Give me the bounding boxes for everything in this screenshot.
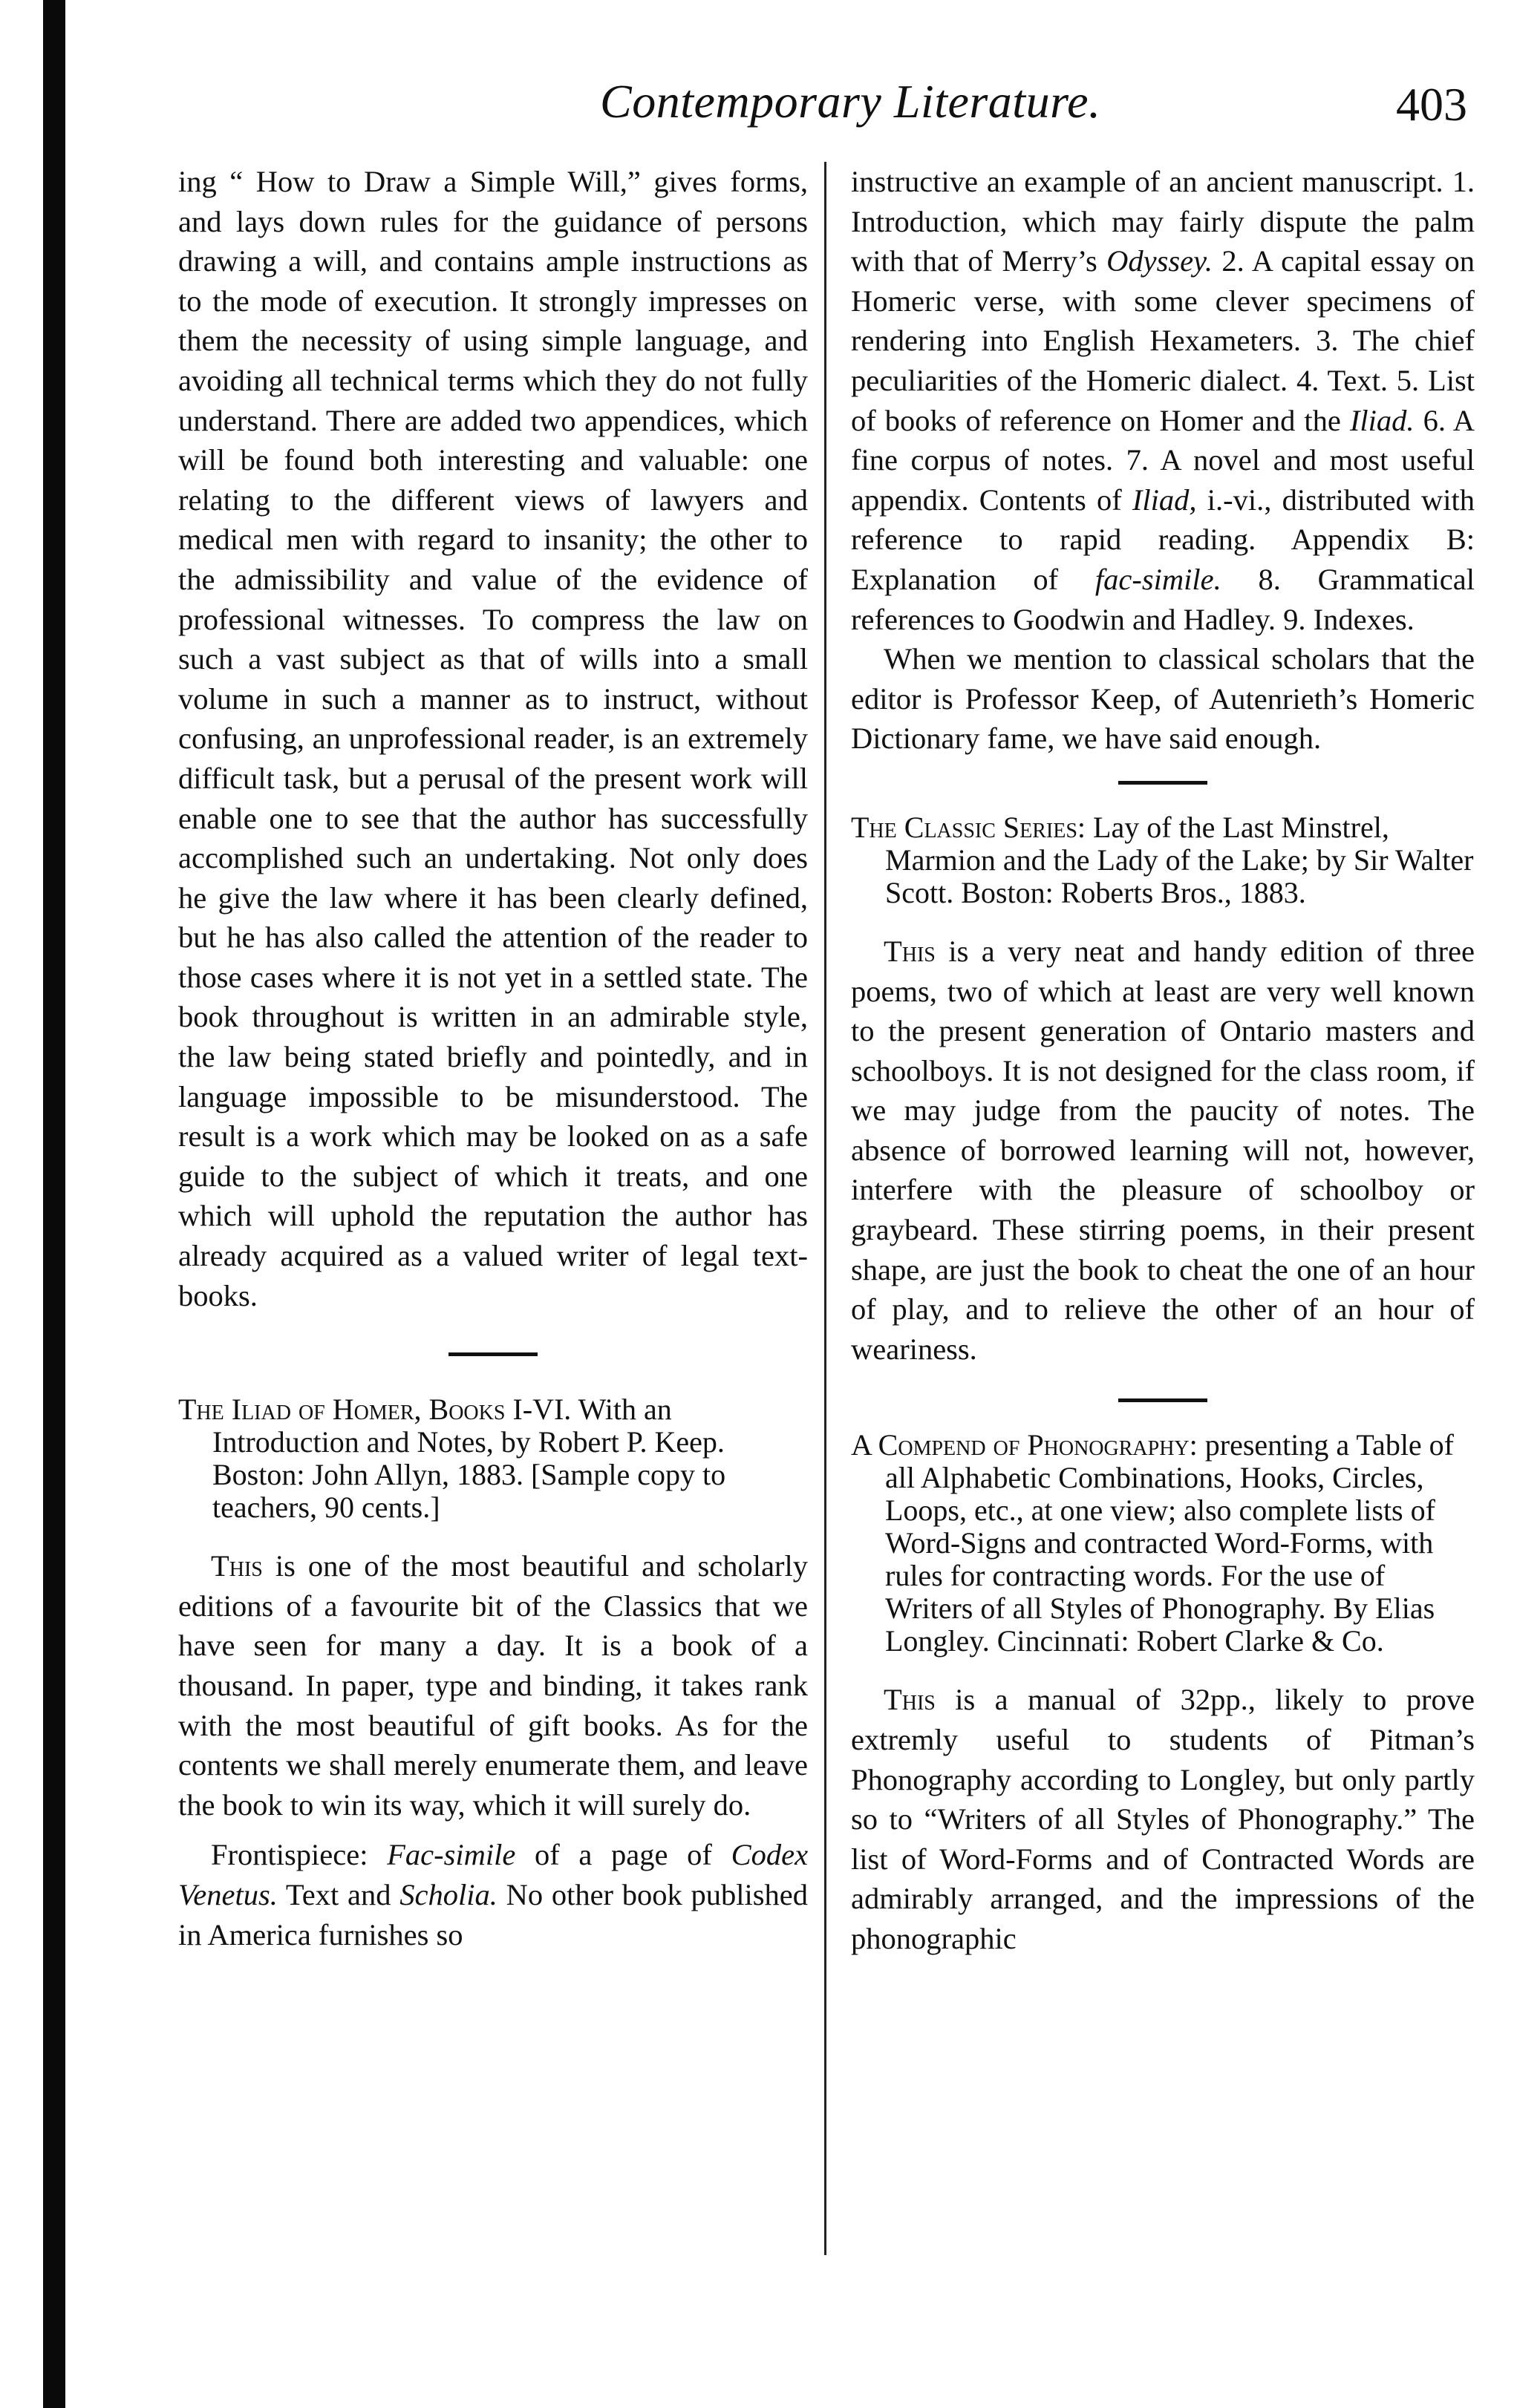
classic-series-review-paragraph [851, 932, 1475, 1370]
contents-text-g: i.-vi., distributed with reference to rapid reading. Appendix B: Explanation of [851, 482, 1475, 596]
left-column [178, 162, 808, 1954]
codex-venetus-term: Codex Venetus. [178, 1838, 809, 1911]
iliad-term: Iliad. [1349, 403, 1415, 437]
compend-first-word: This [884, 1683, 936, 1717]
iliad-review-paragraph [178, 1546, 808, 1825]
compend-review-paragraph [851, 1680, 1475, 1958]
compend-heading [851, 1429, 1475, 1658]
iliad-contents-paragraph [851, 162, 1475, 639]
iliad-entry-title: The Iliad of Homer, Books I-VI. [178, 1393, 572, 1427]
fac-simile-term: Fac-simile [387, 1838, 516, 1872]
page-number: 403 [1396, 78, 1467, 131]
contents-text-c: 2. A capital essay on Homeric verse, with some clever specimens of rendering into English Hexameters. 3. The chief peculiarities of the Homeric dialect. 4. Text. 5. List of books of reference on Homer and the [851, 244, 1475, 437]
scholia-term: Scholia. [399, 1877, 497, 1911]
iliad-term-2: Iliad, [1132, 482, 1197, 517]
frontispiece-label: Frontispiece: [211, 1838, 368, 1872]
classic-series-details: Lay of the Last Minstrel, Marmion and the Lady of the Lake; by Sir Walter Scott. Boston: Roberts Bros., 1883. [885, 810, 1474, 909]
column-divider [824, 162, 826, 2255]
compend-review-text: is a manual of 32pp., likely to prove extremly useful to students of Pitman’s Phonography according to Longley, but only partly so to “Writers of all Styles of Phonography.” The list of Word-Forms and of Contracted Words are admirably arranged, and the impressions of the phonographic [851, 1683, 1475, 1955]
frontispiece-text-3: No other book published in America furnishes so [178, 1877, 808, 1951]
fac-simile-term-2: fac-simile. [1094, 562, 1221, 596]
classic-review-text: is a very neat and handy edition of three poems, two of which at least are very well known to the present generation of Ontario masters and schoolboys. It is not designed for the class room, if we may judge from the paucity of notes. The absence of borrowed learning will not, however, interfere with the pleasure of schoolboy or graybeard. These stirring poems, in their present shape, are just the book to cheat the one of an hour of play, and to relieve the other of an hour of weariness. [851, 934, 1475, 1366]
iliad-editor-paragraph: When we mention to classical scholars that the editor is Professor Keep, of Autenrieth’s Homeric Dictionary fame, we have said enough. [851, 642, 1475, 756]
frontispiece-text-2: Text and [285, 1877, 391, 1911]
compend-title: A Compend of Phonography: [851, 1428, 1198, 1462]
right-column [851, 162, 1475, 1959]
contents-text-e: 6. A fine corpus of notes. 7. A novel and most useful appendix. Contents of [851, 403, 1475, 517]
book-spine-shadow [43, 0, 65, 2408]
odyssey-term: Odyssey. [1106, 244, 1213, 278]
iliad-review-text: is one of the most beautiful and scholarly editions of a favourite bit of the Classics that we have seen for many a day. It is a book of a thousand. In paper, type and binding, it takes rank with the most beautiful of gift books. As for the contents we shall merely enumerate them, and leave the book to win its way, which it will surely do. [178, 1549, 808, 1822]
compend-details: presenting a Table of all Alphabetic Combinations, Hooks, Circles, Loops, etc., at one view; also complete lists of Word-Signs and contracted Word-Forms, with rules for contracting words. For the use of Writers of all Styles of Phonography. By Elias Longley. Cincinnati: Robert Clarke & Co. [885, 1428, 1454, 1658]
frontispiece-text: of a page of [535, 1838, 712, 1872]
classic-series-title: The Classic Series: [851, 810, 1086, 844]
iliad-entry-details: With an Introduction and Notes, by Robert P. Keep. Boston: John Allyn, 1883. [Sample copy to teachers, 90 cents.] [212, 1393, 726, 1525]
iliad-entry-heading [178, 1393, 808, 1524]
contents-text-a: instructive an example of an ancient manuscript. 1. Introduction, which may fairly dispute the palm with that of Merry’s [851, 165, 1475, 278]
running-title: Contemporary Literature. [600, 75, 1101, 128]
iliad-first-word: This [211, 1549, 263, 1583]
contents-text-i: 8. Grammatical references to Goodwin and Hadley. 9. Indexes. [851, 562, 1475, 636]
iliad-frontispiece-paragraph [178, 1835, 808, 1954]
wills-review-paragraph: ing “ How to Draw a Simple Will,” gives forms, and lays down rules for the guidance of persons drawing a will, and contains ample instructions as to the mode of execution. It strongly impresses on them the necessity of using simple language, and avoiding all technical terms which they do not fully understand. There are added two appendices, which will be found both interesting and valuable: one relating to the different views of lawyers and medical men with regard to insanity; the other to the admissibility and value of the evidence of professional witnesses. To compress the law on such a vast subject as that of wills into a small volume in such a manner as to instruct, without confusing, an unprofessional reader, is an extremely difficult task, but a perusal of the present work will enable one to see that the author has successfully accomplished such an undertaking. Not only does he give the law where it has been clearly defined, but he has also called the attention of the reader to those cases where it is not yet in a settled state. The book throughout is written in an admirable style, the law being stated briefly and pointedly, and in language impossible to be misunderstood. The result is a work which may be looked on as a safe guide to the subject of which it treats, and one which will uphold the reputation the author has already acquired as a valued writer of legal text-books. [178, 165, 808, 1312]
classic-first-word: This [884, 934, 936, 968]
classic-series-heading [851, 811, 1475, 909]
